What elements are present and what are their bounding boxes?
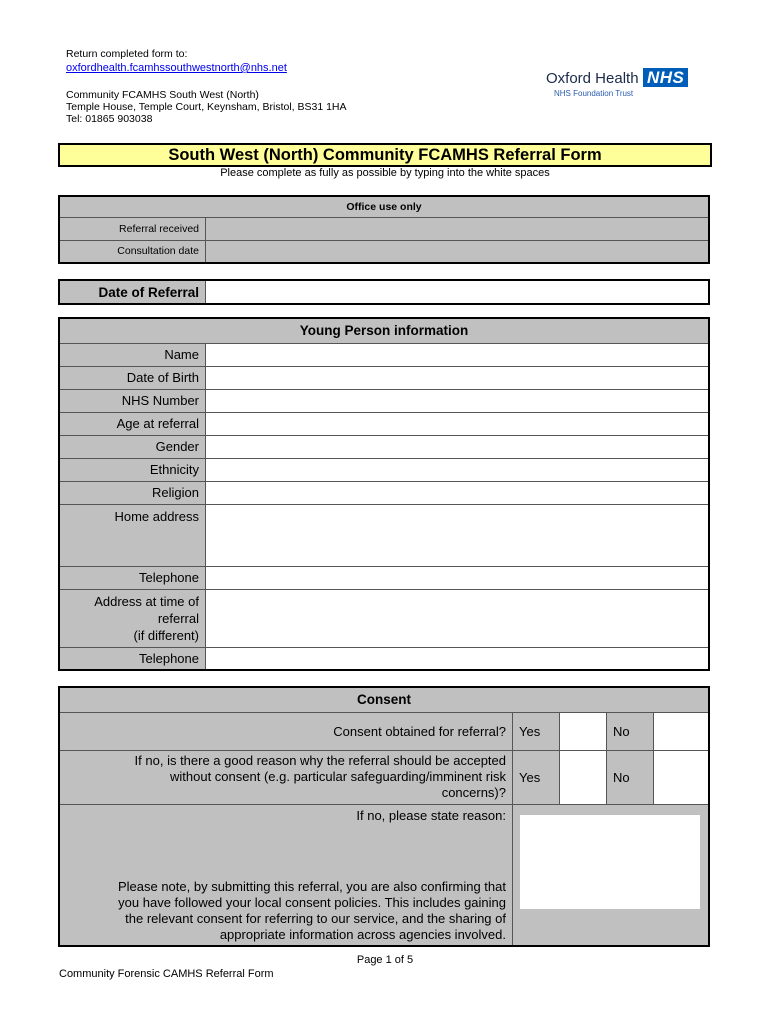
ethnicity-label: Ethnicity (59, 458, 206, 481)
religion-input[interactable] (206, 481, 710, 504)
good-reason-no-box[interactable] (654, 750, 710, 804)
good-reason-yes-box[interactable] (560, 750, 607, 804)
telephone-input[interactable] (206, 566, 710, 589)
age-input[interactable] (206, 412, 710, 435)
ethnicity-input[interactable] (206, 458, 710, 481)
gender-label: Gender (59, 435, 206, 458)
consent-no-label: No (607, 712, 654, 750)
address-at-referral-label: Address at time of referral (if different) (59, 589, 206, 647)
nhs-number-input[interactable] (206, 389, 710, 412)
referral-received-field (206, 217, 710, 240)
return-label: Return completed form to: (66, 48, 188, 60)
consent-heading: Consent (59, 687, 709, 712)
reason-cell (59, 804, 513, 946)
referral-received-label: Referral received (59, 217, 206, 240)
address-line-2: Temple House, Temple Court, Keynsham, Bristol, BS31 1HA (66, 101, 347, 113)
consultation-date-label: Consultation date (59, 240, 206, 263)
office-use-heading: Office use only (59, 196, 709, 217)
address-at-referral-input[interactable] (206, 589, 710, 647)
oxford-health-logo (546, 68, 688, 88)
home-address-input[interactable] (206, 504, 710, 566)
young-person-table (58, 317, 710, 671)
consent-yes-label: Yes (513, 712, 560, 750)
nhs-logo-icon: NHS (643, 68, 688, 87)
name-input[interactable] (206, 343, 710, 366)
young-person-heading: Young Person information (59, 318, 709, 343)
logo-trust-name: NHS Foundation Trust (554, 89, 634, 98)
good-reason-yes-label: Yes (513, 750, 560, 804)
consent-table (58, 686, 710, 947)
page-number: Page 1 of 5 (356, 954, 414, 966)
footer-form-name: Community Forensic CAMHS Referral Form (59, 968, 274, 980)
telephone-2-input[interactable] (206, 647, 710, 670)
religion-label: Religion (59, 481, 206, 504)
telephone-label: Telephone (59, 566, 206, 589)
telephone-line: Tel: 01865 903038 (66, 113, 153, 125)
reason-input[interactable] (520, 815, 700, 909)
consent-note: Please note, by submitting this referral, you are also confirming that you have followed your local consent policies. This includes gaining the relevant consent for referring to our service, and the sharing of appropriate information across agencies involved. (117, 878, 506, 942)
age-label: Age at referral (59, 412, 206, 435)
office-use-table (58, 195, 710, 264)
dob-label: Date of Birth (59, 366, 206, 389)
logo-org-name: Oxford Health (546, 70, 639, 87)
reason-label: If no, please state reason: (356, 807, 506, 823)
consultation-date-field (206, 240, 710, 263)
address-line-1: Community FCAMHS South West (North) (66, 89, 259, 101)
dob-input[interactable] (206, 366, 710, 389)
consent-yes-box[interactable] (560, 712, 607, 750)
date-of-referral-label: Date of Referral (59, 280, 206, 304)
consent-question: Consent obtained for referral? (59, 712, 513, 750)
good-reason-question: If no, is there a good reason why the referral should be accepted without consent (e.g. particular safeguarding/imminent risk concerns)? (59, 750, 513, 804)
form-title: South West (North) Community FCAMHS Referral Form (58, 143, 712, 167)
name-label: Name (59, 343, 206, 366)
consent-no-box[interactable] (654, 712, 710, 750)
date-of-referral-table (58, 279, 710, 305)
date-of-referral-input[interactable] (206, 280, 710, 304)
home-address-label: Home address (59, 504, 206, 566)
nhs-number-label: NHS Number (59, 389, 206, 412)
form-subtitle: Please complete as fully as possible by typing into the white spaces (220, 167, 550, 179)
telephone-2-label: Telephone (59, 647, 206, 670)
gender-input[interactable] (206, 435, 710, 458)
email-link[interactable]: oxfordhealth.fcamhssouthwestnorth@nhs.net (66, 62, 287, 74)
reason-field-cell (513, 804, 710, 946)
good-reason-no-label: No (607, 750, 654, 804)
